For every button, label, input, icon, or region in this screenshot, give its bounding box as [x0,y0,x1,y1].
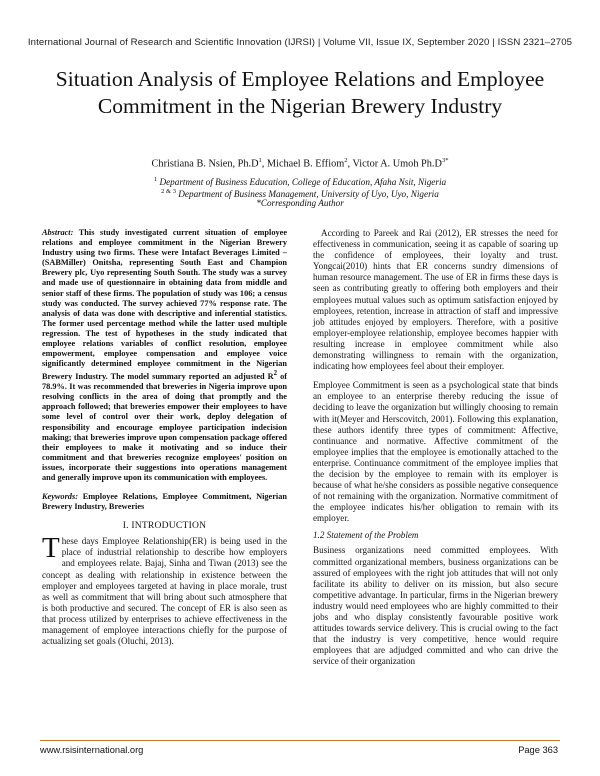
author-3-sup: 3* [441,157,449,164]
right-paragraph-3: Business organizations need committed employees. With committed organizational members, business organizations can be assured of employees with the right job attitudes that will not only facilitate its ability to deliver on its mission, but also secure competitive advantage. In particular, firms in the Nigerian brewery industry would need employees who are highly committed to their jobs and who display consistently favourable positive work attitudes towards service delivery. This is crucial owing to the fact that the industry is very competitive, hence would require employees that are adjudged committed and who can drive the service of their organization [313,545,558,667]
affiliation-1-text: Department of Business Education, College of Education, Afaha Nsit, Nigeria [157,177,447,188]
introduction-text: hese days Employee Relationship(ER) is being used in the place of industrial relationship to describe how employers and employees relate. Bajaj, Sinha and Tiwan (2013) see the concept as dealing with relationship in existence between the employer and employees targeted at having in place morale, trust as well as commitment that will bring about such atmosphere that is both productive and secured. The concept of ER is also seen as that process utilized by enterprises to achieve effectiveness in the management of employee interactions chiefly for the purpose of actualizing set goals (Oluchi, 2013). [42,536,287,647]
keywords-text: Employee Relations, Employee Commitment, Nigerian Brewery Industry, Breweries [42,492,287,512]
section-heading-introduction: I. INTRODUCTION [122,520,207,532]
introduction-paragraph [42,532,287,647]
drop-cap: T [42,532,60,565]
paper-title: Situation Analysis of Employee Relations and Employee Commitment in the Nigerian Brewery Industry [55,67,545,118]
author-2: , Michael B. Effiom [261,158,345,170]
footer-website: www.rsisinternational.org [40,745,144,755]
keywords-label: Keywords: [42,492,78,502]
affiliation-2-sup: 2 & 3 [161,188,176,195]
right-paragraph-1: According to Pareek and Rai (2012), ER stresses the need for effectiveness in communication, seeing it as capable of soaring up the confidence of employees, their loyalty and trust. Yongcai(2010) hints that ER concerns sundry dimensions of human resource management. The use of ER in firms these days is seen as contributing greatly to offering both employers and their employees mutual values such as optimum satisfaction enjoyed by employees, retention, increase in attraction of staff and impressive job attitudes enjoyed by employers. Therefore, with a positive employer-employee relationship, employee becomes happier with resulting increase in employee commitment while also demonstrating willingness to remain with the organization, indicating how employees feel about their employer. [313,228,558,372]
affiliation-1-sup: 1 [153,176,158,183]
abstract-text-b: of 78.9%. It was recommended that breweries in Nigeria improve upon resolving conflicts in the area of doing that promptly and the approach followed; that breweries empower their employees to have some level of control over their work, deploy delegation of responsibility and encourage employee participation indecision making; that breweries improve upon compensation package offered their employees to make it motivating and so induce their commitment and that breweries recognize employees' position on issues, incorporate their suggestions into operations management and generally improve upon its communication with employees. [42,372,287,483]
subsection-heading-problem: 1.2 Statement of the Problem [313,530,419,541]
abstract-text-a: This study investigated current situation of employee relations and employee commitment in the Nigerian Brewery Industry using two firms. These were Intafact Beverages Limited – (SABMiller) Onitsha, representing South East and Champion Brewery plc, Uyo representing South South. The study was a survey and made use of questionnaire in obtaining data from middle and senior staff of these firms. The population of study was 106; a census study was conducted. The survey achieved 77% response rate. The analysis of data was done with descriptive and inferential statistics. The former used percentage method while the latter used multiple regression. The test of hypotheses in the study indicated that employee relations variables of conflict resolution, employee empowerment, employee compensation and employee voice significantly determined employee commitment in the Nigerian Brewery Industry. The model summary reported an adjusted R [42,228,287,382]
author-3: , Victor A. Umoh Ph.D [347,158,442,170]
author-1-sup: 1 [258,157,262,164]
right-paragraph-2: Employee Commitment is seen as a psychological state that binds an employee to an enterprise thereby reducing the issue of deciding to leave the organization but willingly choosing to remain with it(Meyer and Herscovitch, 2001). Following this explanation, these authors identify three types of commitment: Affective, continuance and normative. Affective commitment of the employee implies that the employee is emotionally attached to the enterprise. Continuance commitment of the employee implies that the decision by the employee to remain with its employer is because of what he/she considers as possible negative consequence of not remaining with the organization. Normative commitment of the employee indicates his/her obligation to remain with its employer. [313,380,558,524]
right-column [313,228,558,667]
abstract-label: Abstract: [42,228,74,237]
abstract-r-squared-sup: 2 [273,370,278,378]
author-1: Christiana B. Nsien, Ph.D [151,158,259,170]
corresponding-author: *Corresponding Author [256,198,344,208]
author-2-sup: 2 [344,157,348,164]
footer-page-number: Page 363 [518,745,558,755]
left-column [42,228,287,647]
abstract [42,228,287,483]
keywords [42,492,287,512]
footer-rule [40,740,560,741]
author-line [0,157,600,169]
affiliation-2-text: Department of Business Management, University of Uyo, Uyo, Nigeria [175,189,439,200]
journal-header: International Journal of Research and Scientific Innovation (IJRSI) | Volume VII, Issue IX, September 2020 | ISSN 2321–2705 [27,37,573,48]
